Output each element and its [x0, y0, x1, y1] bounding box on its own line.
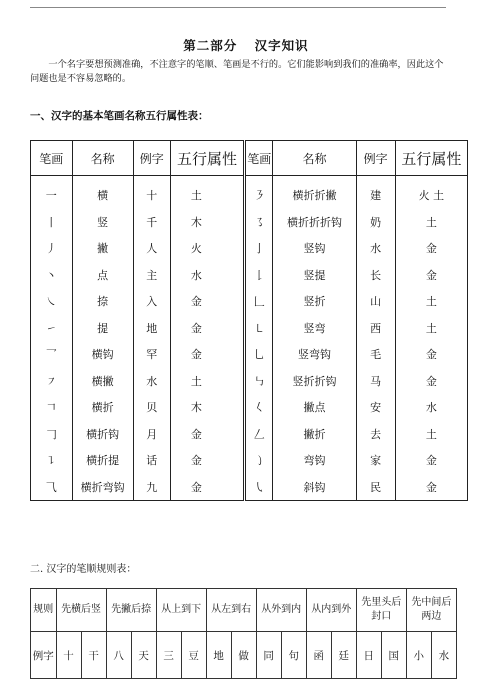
- title-topic: 汉字知识: [254, 38, 309, 53]
- name-cell: 横折: [72, 394, 133, 421]
- name-cell-2: 横折折撇: [273, 176, 356, 209]
- rule-cell: 从外到内: [256, 589, 306, 632]
- example-char-cell: 水: [431, 632, 456, 679]
- stroke-cell-2: ㇄: [245, 315, 273, 342]
- name-cell: 横钩: [72, 341, 133, 368]
- stroke-cell: 乛: [31, 341, 73, 368]
- stroke-table-row: [31, 447, 468, 474]
- example-cell: 月: [133, 421, 170, 448]
- example-char-cell: 廷: [331, 632, 356, 679]
- rule-cell: 从上到下: [156, 589, 206, 632]
- example-cell-2: 西: [356, 315, 395, 342]
- element-cell-2: 金: [395, 474, 467, 501]
- name-cell: 横撇: [72, 368, 133, 395]
- stroke-table-row: [31, 235, 468, 262]
- example-cell: 水: [133, 368, 170, 395]
- name-cell: 竖: [72, 209, 133, 236]
- rule-cell: 先撇后捺: [106, 589, 156, 632]
- example-char-cell: 天: [131, 632, 156, 679]
- stroke-cell-2: 𠄌: [245, 262, 273, 289]
- top-rule: [30, 7, 446, 8]
- example-char-cell: 干: [81, 632, 106, 679]
- example-char-cell: 日: [356, 632, 381, 679]
- example-cell: 入: [133, 288, 170, 315]
- element-cell-2: 水: [395, 394, 467, 421]
- element-cell-2: 土: [395, 209, 467, 236]
- title-part: 第二部分: [183, 38, 238, 53]
- stroke-table-row: [31, 394, 468, 421]
- element-cell-2: 金: [395, 447, 467, 474]
- stroke-cell: 𠃍: [31, 394, 73, 421]
- example-cell-2: 马: [356, 368, 395, 395]
- stroke-cell-2: ㇉: [245, 368, 273, 395]
- element-cell: 木: [170, 209, 244, 236]
- stroke-table-row: [31, 474, 468, 501]
- element-cell-2: 金: [395, 341, 467, 368]
- stroke-cell: ㇏: [31, 288, 73, 315]
- section1-heading: 一、汉字的基本笔画名称五行属性表：: [30, 110, 209, 122]
- example-char-cell: 做: [231, 632, 256, 679]
- stroke-cell: ㇀: [31, 315, 73, 342]
- example-char-cell: 句: [281, 632, 306, 679]
- element-cell: 土: [170, 368, 244, 395]
- name-cell-2: 竖提: [273, 262, 356, 289]
- header-example: 例字: [133, 141, 170, 176]
- stroke-cell: ⺄: [31, 474, 73, 501]
- example-cell-2: 建: [356, 176, 395, 209]
- example-char-cell: 国: [381, 632, 406, 679]
- example-cell-2: 山: [356, 288, 395, 315]
- example-cell-2: 家: [356, 447, 395, 474]
- name-cell: 横: [72, 176, 133, 209]
- name-cell-2: 横折折折钩: [273, 209, 356, 236]
- name-cell: 点: [72, 262, 133, 289]
- stroke-cell-2: 𠃊: [245, 288, 273, 315]
- element-cell-2: 金: [395, 262, 467, 289]
- name-cell-2: 竖钩: [273, 235, 356, 262]
- example-char-cell: 八: [106, 632, 131, 679]
- stroke-cell-2: 乚: [245, 341, 273, 368]
- example-cell: 人: [133, 235, 170, 262]
- stroke-cell: 一: [31, 176, 73, 209]
- intro-paragraph: 一个名字要想预测准确，不注意字的笔顺、笔画是不行的。它们能影响到我们的准确率，因此这个问题也是不容易忽略的。: [30, 59, 444, 84]
- element-cell-2: 金: [395, 235, 467, 262]
- stroke-cell-2: ㇁: [245, 447, 273, 474]
- name-cell-2: 弯钩: [273, 447, 356, 474]
- example-cell-2: 水: [356, 235, 395, 262]
- example-cell: 九: [133, 474, 170, 501]
- example-char-cell: 豆: [181, 632, 206, 679]
- stroke-table-row: [31, 209, 468, 236]
- name-cell: 提: [72, 315, 133, 342]
- element-cell-2: 火 土: [395, 176, 467, 209]
- element-cell: 金: [170, 421, 244, 448]
- example-cell-2: 民: [356, 474, 395, 501]
- element-cell: 土: [170, 176, 244, 209]
- rule-cell: 先横后竖: [56, 589, 106, 632]
- stroke-cell: ㇇: [31, 368, 73, 395]
- element-cell-2: 土: [395, 315, 467, 342]
- element-cell: 火: [170, 235, 244, 262]
- element-cell-2: 土: [395, 421, 467, 448]
- element-cell: 金: [170, 315, 244, 342]
- rule-cell: 先中间后两边: [406, 589, 456, 632]
- element-cell: 金: [170, 474, 244, 501]
- rule-label: 规则: [31, 589, 57, 632]
- example-cell-2: 长: [356, 262, 395, 289]
- name-cell: 捺: [72, 288, 133, 315]
- stroke-table-row: [31, 315, 468, 342]
- stroke-table-row: [31, 368, 468, 395]
- name-cell-2: 竖折: [273, 288, 356, 315]
- header-stroke: 笔画: [31, 141, 73, 176]
- example-label: 例字: [31, 632, 57, 679]
- stroke-cell-2: 亅: [245, 235, 273, 262]
- example-char-cell: 小: [406, 632, 431, 679]
- example-cell-2: 安: [356, 394, 395, 421]
- header-stroke-2: 笔画: [245, 141, 273, 176]
- rule-table: [30, 588, 457, 679]
- rule-cell: 从内到外: [306, 589, 356, 632]
- stroke-table-container: [30, 140, 468, 500]
- example-char-cell: 同: [256, 632, 281, 679]
- element-cell: 金: [170, 447, 244, 474]
- stroke-table-row: [31, 176, 468, 209]
- header-element-2: 五行属性: [395, 141, 467, 176]
- name-cell-2: 撇折: [273, 421, 356, 448]
- name-cell: 横折弯钩: [72, 474, 133, 501]
- example-char-cell: 地: [206, 632, 231, 679]
- element-cell: 金: [170, 341, 244, 368]
- stroke-cell-2: 𠃋: [245, 421, 273, 448]
- name-cell-2: 竖弯钩: [273, 341, 356, 368]
- stroke-table-row: [31, 421, 468, 448]
- element-cell-2: 金: [395, 368, 467, 395]
- stroke-cell-2: 𡿨: [245, 394, 273, 421]
- rule-cell: 从左到右: [206, 589, 256, 632]
- example-cell-2: 奶: [356, 209, 395, 236]
- stroke-table: [30, 140, 468, 501]
- example-cell: 千: [133, 209, 170, 236]
- header-name-2: 名称: [273, 141, 356, 176]
- stroke-table-row: [31, 341, 468, 368]
- element-cell: 木: [170, 394, 244, 421]
- example-cell-2: 毛: [356, 341, 395, 368]
- name-cell-2: 斜钩: [273, 474, 356, 501]
- example-char-cell: 三: [156, 632, 181, 679]
- example-cell: 十: [133, 176, 170, 209]
- element-cell-2: 土: [395, 288, 467, 315]
- stroke-table-row: [31, 288, 468, 315]
- name-cell-2: 竖弯: [273, 315, 356, 342]
- section2-heading: 二. 汉字的笔顺规则表：: [30, 564, 137, 575]
- stroke-cell-2: ㇋: [245, 176, 273, 209]
- page-title: [0, 36, 492, 54]
- name-cell: 横折提: [72, 447, 133, 474]
- stroke-cell: 丨: [31, 209, 73, 236]
- rule-cell: 先里头后封口: [356, 589, 406, 632]
- stroke-cell: 丿: [31, 235, 73, 262]
- example-char-cell: 函: [306, 632, 331, 679]
- example-cell: 地: [133, 315, 170, 342]
- example-cell-2: 去: [356, 421, 395, 448]
- header-example-2: 例字: [356, 141, 395, 176]
- name-cell: 横折钩: [72, 421, 133, 448]
- stroke-cell: ㇊: [31, 447, 73, 474]
- stroke-cell-2: ㇌: [245, 209, 273, 236]
- name-cell-2: 撇点: [273, 394, 356, 421]
- example-char-cell: 十: [56, 632, 81, 679]
- name-cell-2: 竖折折钩: [273, 368, 356, 395]
- element-cell: 水: [170, 262, 244, 289]
- example-cell: 话: [133, 447, 170, 474]
- header-name: 名称: [72, 141, 133, 176]
- stroke-table-row: [31, 262, 468, 289]
- example-cell: 罕: [133, 341, 170, 368]
- example-cell: 贝: [133, 394, 170, 421]
- element-cell: 金: [170, 288, 244, 315]
- stroke-cell: 𠃌: [31, 421, 73, 448]
- stroke-cell: 丶: [31, 262, 73, 289]
- rule-table-container: [30, 588, 457, 679]
- example-cell: 主: [133, 262, 170, 289]
- header-element: 五行属性: [170, 141, 244, 176]
- name-cell: 撇: [72, 235, 133, 262]
- stroke-cell-2: ㇂: [245, 474, 273, 501]
